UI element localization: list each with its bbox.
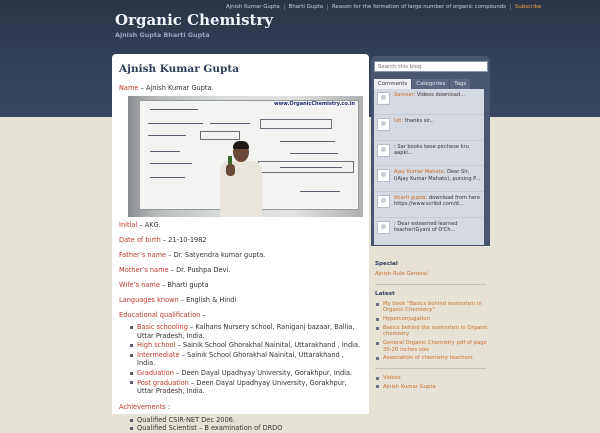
comment-excerpt[interactable]: download from here https://www.scribd.com/d...: [394, 195, 481, 208]
achievements-list: [119, 416, 363, 433]
nav-link-bharti[interactable]: Bharti Gupta: [284, 4, 327, 10]
latest-posts-list: [376, 301, 490, 362]
qualification-label: Educational qualification: [119, 311, 201, 319]
qualification-item-label: Graduation: [137, 368, 174, 377]
recent-comments: [374, 89, 484, 245]
page-link[interactable]: Ajnish Kumar Gupta: [376, 384, 490, 390]
latest-post-link[interactable]: Association of chemistry teachers: [376, 355, 490, 361]
initial-line: [119, 221, 363, 230]
languages-label: Languages known: [119, 296, 179, 304]
list-item: [130, 351, 363, 368]
comment-author[interactable]: bharti gupta:: [394, 195, 428, 202]
comment-text: [394, 221, 481, 233]
wife-value: – Bharti gupta: [159, 281, 209, 289]
avatar: [377, 144, 390, 157]
comment-text: [394, 169, 481, 181]
search-input[interactable]: [374, 61, 488, 72]
wife-line: [119, 281, 363, 290]
qualification-item-label: Intermediate: [137, 350, 180, 359]
post-content: [112, 54, 369, 433]
avatar: [377, 169, 390, 182]
list-item: [130, 323, 363, 340]
qualification-dash: –: [200, 311, 206, 319]
comment-text: [394, 92, 465, 98]
list-item: Qualified CSIR-NET Dec 2006.: [130, 416, 363, 425]
father-label: Father’s name: [119, 251, 167, 259]
qualification-item-value: – Kalhans Nursery school, Raniganj bazaar, Ballia, Uttar Pradesh, India.: [137, 323, 355, 340]
comment-author[interactable]: Sameer:: [394, 92, 416, 98]
qualification-item-value: – Sainik School Ghorakhal Nainital, Uttarakhand , India.: [175, 341, 361, 350]
comment-text: [394, 195, 481, 207]
comment-text: [394, 118, 434, 124]
latest-post-link[interactable]: Basics behind the isomerism in Organic chemistry: [376, 325, 490, 338]
qualification-line: [119, 311, 363, 320]
person-figure: [220, 142, 262, 217]
avatar: [377, 195, 390, 208]
pages-list: [376, 375, 490, 390]
qualification-list: [119, 323, 363, 396]
nav-link-reason[interactable]: Reason for the formation of large number of organic compounds: [327, 4, 510, 10]
dob-line: [119, 236, 363, 245]
subscribe-link[interactable]: Subscribe: [510, 4, 546, 10]
comment-excerpt[interactable]: Videos download...: [415, 92, 465, 98]
list-item: [130, 369, 363, 378]
profile-photo: [128, 96, 363, 217]
divider: [375, 284, 486, 285]
wife-label: Wife’s name: [119, 281, 160, 289]
tab-comments[interactable]: Comments: [374, 79, 411, 89]
latest-post-link[interactable]: General Organic Chemistry pdf of page 30-20 inches size: [376, 340, 490, 353]
mother-value: – Dr. Pushpa Devi.: [168, 266, 231, 274]
list-item: [130, 379, 363, 396]
dob-value: – 21-10-1982: [160, 236, 207, 244]
latest-title: Latest: [375, 291, 395, 297]
comment-item[interactable]: [374, 141, 484, 167]
comment-excerpt[interactable]: Dear Sir, I(Ajay Kumar Mahato), pursing P...: [394, 169, 481, 182]
name-line: [119, 84, 363, 93]
comment-item[interactable]: [374, 89, 484, 115]
name-label: Name: [119, 84, 139, 92]
qualification-item-value: – Deen Dayal Upadhyay University, Gorakhpur, Uttar Pradesh, India.: [137, 378, 347, 396]
initial-value: – AKG.: [137, 221, 161, 229]
sidebar-tabs: [374, 79, 471, 89]
languages-value: – English & Hindi: [178, 296, 237, 304]
post-title[interactable]: Ajnish Kumar Gupta: [119, 63, 239, 75]
mother-label: Mother’s name: [119, 266, 169, 274]
qualification-item-label: Basic schooling: [137, 323, 188, 331]
achievements-dash: :: [165, 402, 171, 411]
list-item: Qualified Scientist – B examination of DRDO: [130, 424, 363, 433]
qualification-item-value: – Deen Dayal Upadhyay University, Gorakhpur, India.: [173, 368, 353, 377]
comment-item[interactable]: [374, 192, 484, 218]
avatar: [377, 92, 390, 105]
comment-item[interactable]: [374, 218, 484, 244]
nav-link-ajnish[interactable]: Ajnish Kumar Gupta: [226, 4, 280, 10]
comment-author[interactable]: Isti:: [394, 117, 404, 124]
comment-item[interactable]: [374, 166, 484, 192]
comment-excerpt[interactable]: thanks sir...: [403, 117, 435, 124]
initial-label: Initial: [119, 221, 138, 229]
latest-post-link[interactable]: My book "Basics behind isomerism in Organic Chemistry": [376, 301, 490, 314]
qualification-item-label: High school: [137, 341, 176, 350]
comment-author[interactable]: Ajay Kumar Mahato:: [394, 169, 446, 176]
tab-categories[interactable]: Categories: [412, 79, 449, 89]
special-title: Special: [375, 261, 398, 267]
dob-label: Date of birth: [119, 236, 161, 244]
father-value: – Dr. Satyendra kumar gupta.: [166, 251, 266, 259]
mother-line: [119, 266, 363, 275]
avatar: [377, 221, 390, 234]
achievements-line: [119, 403, 363, 412]
site-description: Ajnish Gupta Bharti Gupta: [115, 31, 210, 39]
father-line: [119, 251, 363, 260]
comment-excerpt[interactable]: : Dear esteemed learned teacher(Gyani of O'Ch...: [394, 220, 458, 234]
site-title[interactable]: Organic Chemistry: [115, 11, 274, 29]
list-item: [130, 341, 363, 350]
languages-line: [119, 296, 363, 305]
page-link[interactable]: Videos: [376, 375, 490, 381]
comment-excerpt[interactable]: : Sar books kese pirchese kru aapki...: [394, 143, 469, 156]
divider: [375, 368, 486, 369]
qualification-item-value: – Sainik School Ghorakhal Nainital, Uttarakhand , India.: [137, 350, 344, 368]
comment-item[interactable]: [374, 115, 484, 141]
achievements-label: Achievements: [119, 402, 166, 411]
name-value: – Ajnish Kumar Gupta.: [138, 84, 214, 92]
latest-post-link[interactable]: Hyperconjugation: [376, 316, 490, 322]
comment-text: [394, 144, 481, 156]
tab-tags[interactable]: Tags: [450, 79, 470, 89]
qualification-item-label: Post graduation: [137, 378, 189, 387]
sidebar-lower: [371, 246, 490, 406]
special-link[interactable]: Ajnish Rule General: [375, 271, 428, 277]
photo-watermark: www.OrganicChemistry.co.in: [274, 101, 355, 107]
avatar: [377, 118, 390, 131]
